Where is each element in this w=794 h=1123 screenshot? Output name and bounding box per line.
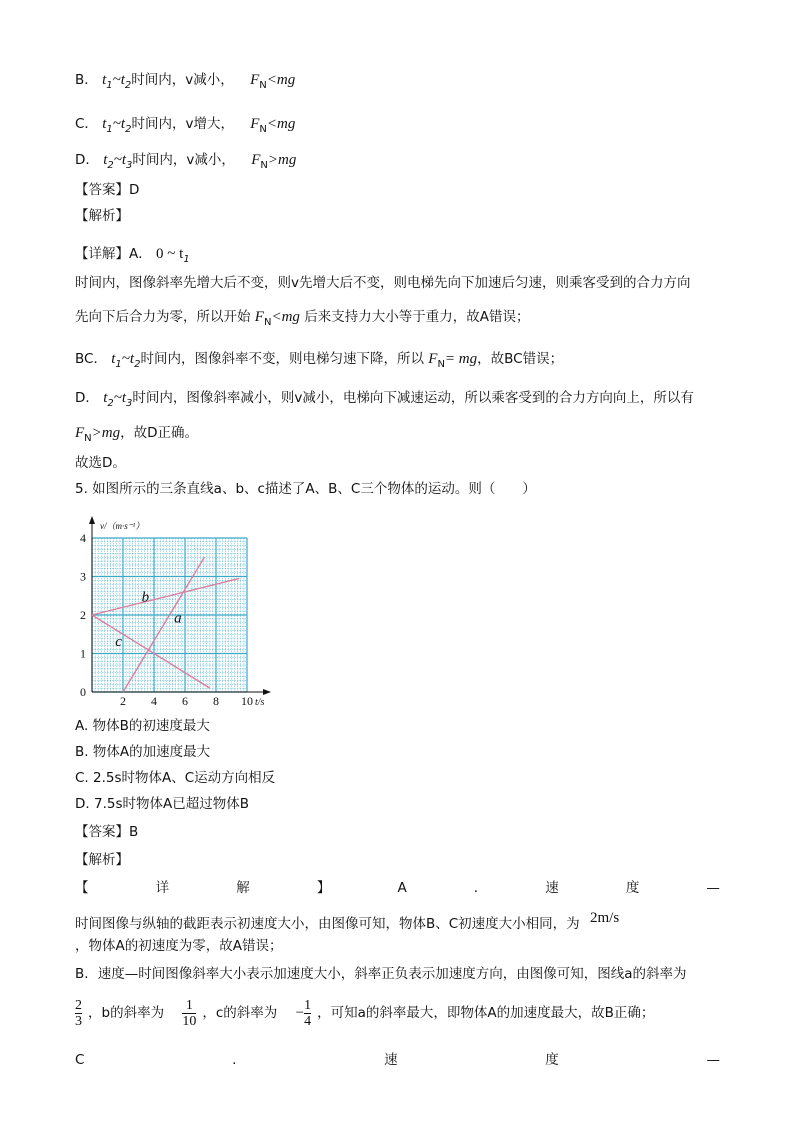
x-tick-label: 4 bbox=[151, 694, 157, 708]
math-t: t bbox=[103, 390, 108, 406]
text: ，b的斜率为 bbox=[88, 1005, 165, 1021]
option-c-prev bbox=[75, 114, 295, 140]
math-sub: 2 bbox=[134, 359, 141, 370]
fraction-b bbox=[182, 998, 196, 1029]
math-value: 2m/s bbox=[589, 910, 620, 926]
detail-a-line1: 时间内，图像斜率先增大后不变，则v先增大后不变，则电梯先向下加速后匀速，则乘客受到的合力方向 bbox=[75, 275, 691, 291]
velocity-time-chart bbox=[78, 506, 278, 708]
spread-char: . bbox=[473, 880, 479, 896]
option-letter: D． bbox=[75, 152, 99, 168]
detail-a-head bbox=[75, 244, 190, 270]
text: ，故D正确。 bbox=[120, 425, 199, 441]
question-5-stem: 5. 如图所示的三条直线a、b、c描述了A、B、C三个物体的运动。则（ ） bbox=[75, 481, 536, 497]
option-c: C. 2.5s时物体A、C运动方向相反 bbox=[75, 770, 276, 786]
detail-d bbox=[75, 388, 694, 414]
text: ，故BC错误； bbox=[477, 351, 564, 367]
spread-char: — bbox=[706, 1052, 720, 1068]
detail-a-line2 bbox=[75, 307, 529, 333]
x-tick-label: 2 bbox=[120, 694, 126, 708]
math-t: t bbox=[111, 351, 116, 367]
math-t: t bbox=[102, 116, 107, 132]
detail-bc bbox=[75, 349, 563, 375]
numerator: 1 bbox=[185, 997, 193, 1013]
x-tick-label: 10 bbox=[241, 694, 253, 708]
math-t: t bbox=[102, 72, 107, 88]
y-tick-label: 1 bbox=[80, 646, 86, 661]
spread-char: 详 bbox=[155, 880, 170, 896]
option-letter: B． bbox=[75, 72, 98, 88]
y-tick-label: 4 bbox=[80, 531, 86, 545]
detail-spread-line-c bbox=[75, 1050, 720, 1070]
math-t: t bbox=[120, 116, 126, 132]
math-sub: 2 bbox=[125, 124, 132, 135]
math-F: F bbox=[428, 351, 438, 367]
spread-char: 速 bbox=[545, 880, 559, 896]
minus-sign: − bbox=[295, 1005, 305, 1021]
detail-label: BC． bbox=[75, 351, 107, 367]
detail-line5 bbox=[75, 994, 654, 1032]
math-F: F bbox=[75, 425, 85, 441]
text: 后来支持力大小等于重力，故A错误； bbox=[304, 309, 530, 325]
math-sub: 2 bbox=[107, 398, 114, 409]
answer-q5: 【答案】B bbox=[75, 824, 139, 840]
math-F: F bbox=[254, 309, 264, 325]
option-text: 时间内，v减小， bbox=[131, 72, 234, 88]
math-rel: >mg bbox=[91, 425, 121, 441]
fraction-c bbox=[304, 998, 311, 1029]
spread-char: 度 bbox=[545, 1052, 559, 1068]
math-rel: <mg bbox=[266, 72, 296, 88]
detail-line2 bbox=[75, 908, 619, 934]
math-tilde: ~t bbox=[121, 351, 135, 367]
choose-line: 故选D。 bbox=[75, 455, 126, 471]
math-sub: N bbox=[84, 433, 92, 444]
series-label-b: b bbox=[141, 589, 150, 606]
x-tick-label: 6 bbox=[182, 694, 188, 708]
series-line-b bbox=[92, 578, 239, 615]
option-b: B. 物体A的加速度最大 bbox=[75, 744, 211, 760]
series-label-c: c bbox=[115, 633, 122, 650]
text: 先向下后合力为零，所以开始 bbox=[75, 309, 251, 325]
spread-char: 速 bbox=[384, 1052, 398, 1068]
text: 时间图像与纵轴的截距表示初速度大小，由图像可知，物体B、C初速度大小相同，为 bbox=[75, 916, 580, 932]
y-axis-label: v/（m·s⁻¹） bbox=[100, 521, 145, 531]
detail-spread-line bbox=[75, 878, 720, 898]
math-sub: 2 bbox=[124, 80, 132, 91]
detail-line3: ，物体A的初速度为零，故A错误； bbox=[75, 938, 283, 954]
x-tick-label: 8 bbox=[213, 694, 219, 708]
math-sub: 1 bbox=[106, 80, 113, 91]
math-sub: 3 bbox=[126, 398, 133, 409]
math-sub: N bbox=[260, 160, 268, 171]
denominator: 10 bbox=[182, 1013, 197, 1029]
y-tick-label: 3 bbox=[80, 569, 86, 584]
detail-label: D． bbox=[75, 390, 99, 406]
math-sub: 1 bbox=[115, 359, 122, 370]
math-eq: = mg bbox=[444, 351, 478, 367]
math-tilde: ~ bbox=[113, 152, 122, 168]
analysis-heading-q5: 【解析】 bbox=[75, 852, 129, 868]
math-sub: N bbox=[263, 317, 272, 328]
spread-char: 】 bbox=[316, 880, 331, 896]
spread-char: C bbox=[75, 1052, 85, 1068]
spread-char: 度 bbox=[625, 880, 640, 896]
answer-prev: 【答案】D bbox=[75, 182, 140, 198]
math-sub: 3 bbox=[126, 160, 133, 171]
math-sub: 1 bbox=[183, 254, 190, 265]
math-sub: N bbox=[259, 80, 267, 91]
option-letter: C． bbox=[75, 116, 98, 132]
text: 时间内，图像斜率不变，则电梯匀速下降，所以 bbox=[140, 351, 424, 367]
spread-char: A bbox=[397, 880, 407, 896]
spread-char: . bbox=[232, 1052, 237, 1068]
denominator: 4 bbox=[304, 1013, 312, 1029]
detail-line4: B．速度—时间图像斜率大小表示加速度大小，斜率正负表示加速度方向，由图像可知，图线a的斜率为 bbox=[75, 966, 687, 982]
option-text: 时间内，v减小， bbox=[132, 152, 235, 168]
detail-label: 【详解】A． bbox=[75, 246, 152, 262]
option-a: A. 物体B的初速度最大 bbox=[75, 718, 210, 734]
origin-label: 0 bbox=[80, 685, 86, 699]
numerator: 1 bbox=[304, 997, 312, 1013]
series-line-a bbox=[123, 557, 204, 692]
math-rel: <mg bbox=[271, 309, 300, 325]
x-axis-label: t/s bbox=[255, 697, 265, 708]
math-t: t bbox=[103, 152, 108, 168]
option-b-prev bbox=[75, 70, 295, 96]
spread-char: 【 bbox=[75, 880, 89, 896]
text: ，可知a的斜率最大，即物体A的加速度最大，故B正确； bbox=[317, 1005, 655, 1021]
math-sub: N bbox=[437, 359, 445, 370]
detail-d-line2 bbox=[75, 423, 198, 449]
x-axis-arrow bbox=[263, 689, 271, 695]
text: ，c的斜率为 bbox=[202, 1005, 278, 1021]
math-F: F bbox=[250, 72, 260, 88]
y-axis-arrow bbox=[89, 516, 95, 524]
spread-char: 解 bbox=[236, 880, 250, 896]
math-sub: 1 bbox=[106, 124, 113, 135]
option-d-prev bbox=[75, 150, 296, 176]
analysis-heading-prev: 【解析】 bbox=[75, 208, 129, 224]
numerator: 2 bbox=[75, 997, 82, 1013]
math-t: t bbox=[121, 152, 127, 168]
fraction-a bbox=[75, 998, 82, 1029]
denominator: 3 bbox=[75, 1013, 82, 1029]
y-tick-label: 2 bbox=[80, 608, 86, 622]
math-F: F bbox=[251, 152, 261, 168]
math-t: t bbox=[120, 72, 125, 88]
spread-char: — bbox=[706, 880, 720, 896]
math-tilde: ~t bbox=[113, 390, 127, 406]
math-rel: <mg bbox=[266, 116, 296, 132]
math-tilde: ~ bbox=[112, 72, 121, 88]
math-tilde: ~ bbox=[112, 116, 121, 132]
math-range: 0 ~ t bbox=[156, 246, 184, 262]
math-sub: 2 bbox=[107, 160, 114, 171]
option-text: 时间内，v增大， bbox=[131, 116, 234, 132]
math-rel: >mg bbox=[267, 152, 297, 168]
math-sub: N bbox=[259, 124, 267, 135]
option-d: D. 7.5s时物体A已超过物体B bbox=[75, 796, 249, 812]
series-label-a: a bbox=[174, 610, 182, 627]
math-F: F bbox=[250, 116, 260, 132]
text: 时间内，图像斜率减小，则v减小，电梯向下减速运动，所以乘客受到的合力方向向上，所以有 bbox=[132, 390, 694, 406]
